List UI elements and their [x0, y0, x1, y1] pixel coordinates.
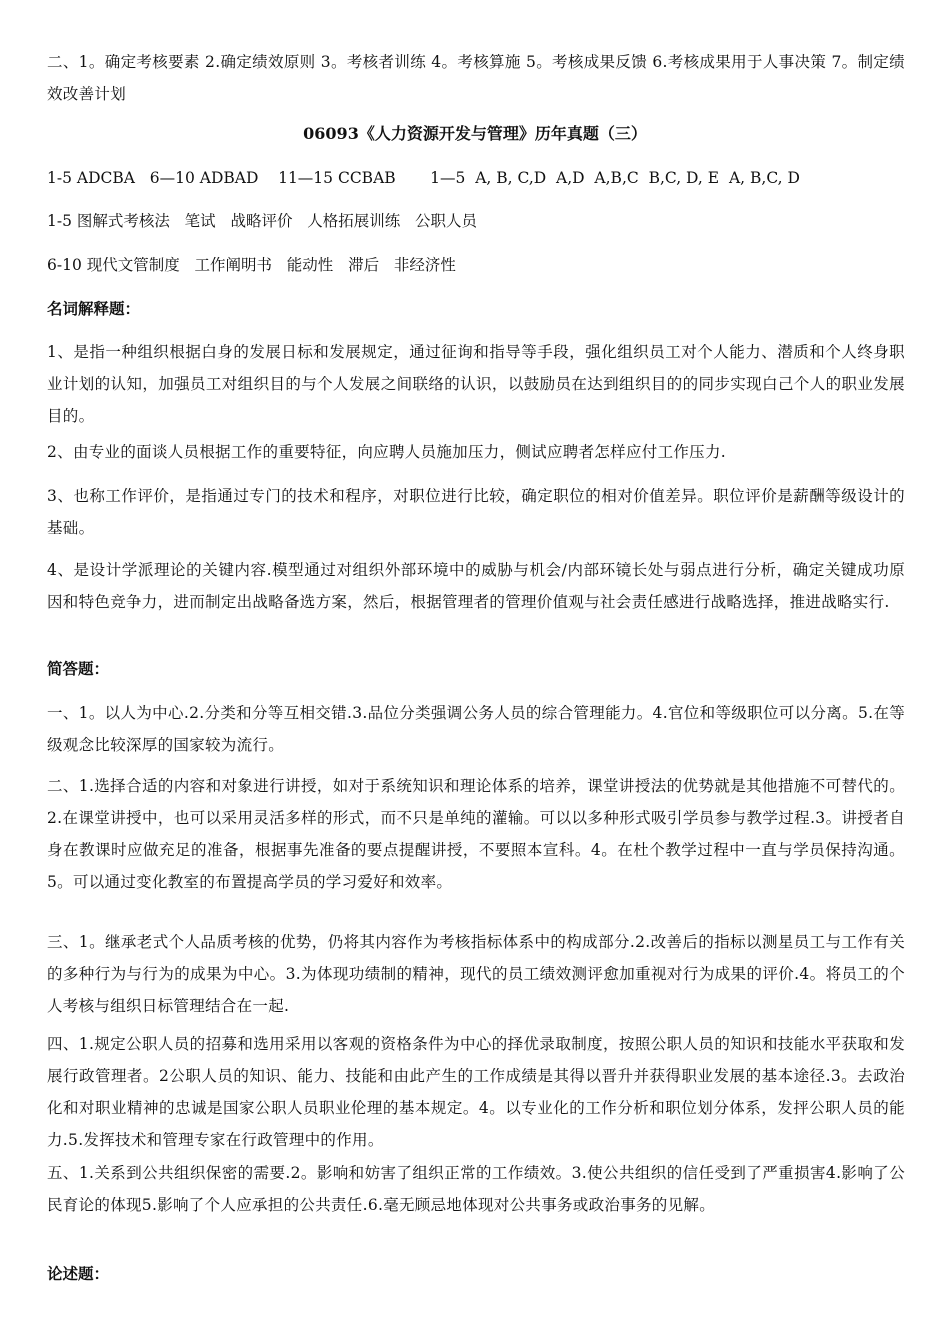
term-paragraph-4: 4、是设计学派理论的关键内容.模型通过对组织外部环境中的威胁与机会/内部环镜长处与弱点进行分析，确定关键成功原因和特色竞争力，进而制定出战略备选方案，然后，根据管理者的管理价值观与社会责任感进行战略选择，推进战略实行. — [47, 561, 905, 611]
intro-list-paragraph: 二、1。确定考核要素 2.确定绩效原则 3。考核者训练 4。考核算施 5。考核成果反馈 6.考核成果用于人事决策 7。制定绩效改善计划 — [47, 53, 905, 103]
document-title: 06093《人力资源开发与管理》历年真题（三） — [303, 124, 647, 143]
answers-line-2: 1-5 图解式考核法 笔试 战略评价 人格拓展训练 公职人员 — [47, 212, 478, 230]
short-answer-5: 五、1.关系到公共组织保密的需要.2。影响和妨害了组织正常的工作绩效。3.使公共组织的信任受到了严重损害4.影响了公民育论的体现5.影响了个人应承担的公共责任.6.毫无顾忌地体现对公共事务或政治事务的见解。 — [47, 1164, 905, 1214]
short-answer-3: 三、1。继承老式个人品质考核的优势，仍将其内容作为考核指标体系中的构成部分.2.改善后的指标以测星员工与工作有关的多种行为与行为的成果为中心。3.为体现功绩制的精神，现代的员工绩效测评愈加重视对行为成果的评价.4。将员工的个人考核与组织日标管理结合在一起. — [47, 933, 905, 1015]
term-paragraph-3: 3、也称工作评价，是指通过专门的技术和程序，对职位进行比较，确定职位的相对价值差异。职位评价是薪酬等级设计的基础。 — [47, 487, 905, 537]
term-paragraph-1: 1、是指一种组织根据白身的发展日标和发展规定，通过征询和指导等手段，强化组织员工对个人能力、潜质和个人终身职业计划的认知，加强员工对组织目的与个人发展之间联络的认识，以鼓励员在达到组织目的的同步实现白己个人的职业发展目的。 — [47, 343, 905, 425]
section-heading-essay: 论述题： — [47, 1264, 110, 1283]
answers-line-3: 6-10 现代文管制度 工作阐明书 能动性 滞后 非经济性 — [47, 256, 456, 274]
term-paragraph-2: 2、由专业的面谈人员根据工作的重要特征，向应聘人员施加压力，侧试应聘者怎样应付工作压力. — [47, 443, 726, 461]
short-answer-4: 四、1.规定公职人员的招募和选用采用以客观的资格条件为中心的择优录取制度，按照公职人员的知识和技能水平获取和发展行政管理者。2公职人员的知识、能力、技能和由此产生的工作成绩是其得以晋升并获得职业发展的基本途径.3。去政治化和对职业精神的忠诚是国家公职人员职业伦理的基本规定。4。以专业化的工作分析和职位划分体系，发抨公职人员的能力.5.发挥技术和管理专家在行政管理中的作用。 — [47, 1035, 905, 1149]
section-heading-short-answer: 简答题： — [47, 659, 110, 678]
answers-line-1: 1-5 ADCBA 6—10 ADBAD 11—15 CCBAB 1—5 A, B, C,D A,D A,B,C B,C, D, E A, B,C, D — [47, 169, 800, 187]
short-answer-2: 二、1.选择合适的内容和对象进行讲授，如对于系统知识和理论体系的培养，课堂讲授法的优势就是其他措施不可替代的。2.在课堂讲授中，也可以采用灵活多样的形式，而不只是单纯的灌输。可以以多种形式吸引学员参与教学过程.3。讲授者自身在教课时应做充足的准备，根据事先准备的要点提醒讲授，不要照本宣科。4。在杜个教学过程中一直与学员保持沟通。5。可以通过变化教室的布置提高学员的学习爱好和效率。 — [47, 777, 905, 891]
short-answer-1: 一、1。以人为中心.2.分类和分等互相交错.3.品位分类强调公务人员的综合管理能力。4.官位和等级职位可以分离。5.在等级观念比较深厚的国家较为流行。 — [47, 704, 905, 754]
section-heading-terms: 名词解释题： — [47, 299, 141, 318]
